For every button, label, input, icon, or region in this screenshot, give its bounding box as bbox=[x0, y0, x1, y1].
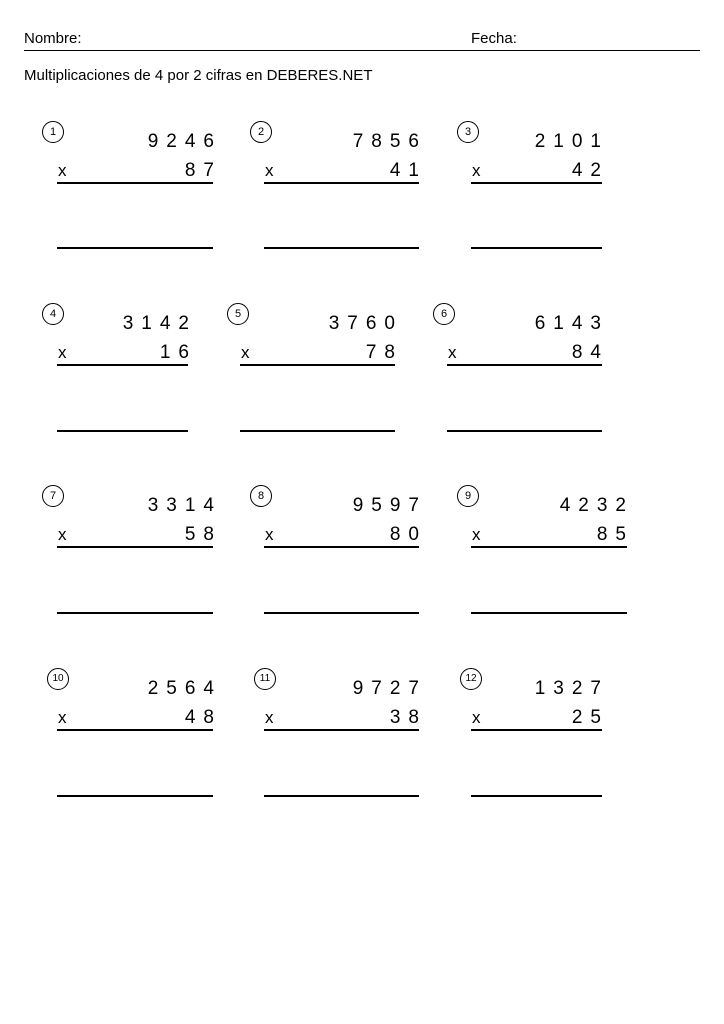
multiplier: 84 bbox=[571, 342, 609, 363]
name-label: Nombre: bbox=[24, 30, 82, 47]
problem-number-badge: 8 bbox=[250, 485, 272, 507]
multiply-sign: x bbox=[472, 161, 481, 180]
date-label: Fecha: bbox=[471, 30, 517, 47]
answer-line bbox=[471, 612, 627, 614]
multiply-rule bbox=[57, 546, 213, 548]
multiply-rule bbox=[264, 546, 419, 548]
multiply-sign: x bbox=[472, 525, 481, 544]
answer-line bbox=[57, 247, 213, 249]
multiplicand: 3314 bbox=[147, 495, 222, 516]
multiplicand: 9246 bbox=[147, 131, 222, 152]
multiplicand: 2101 bbox=[534, 131, 609, 152]
multiplier: 16 bbox=[159, 342, 197, 363]
multiplier: 48 bbox=[184, 707, 222, 728]
problem-number-badge: 10 bbox=[47, 668, 69, 690]
multiply-sign: x bbox=[58, 343, 67, 362]
multiplier: 41 bbox=[389, 160, 427, 181]
multiplicand: 7856 bbox=[352, 131, 427, 152]
multiplier: 58 bbox=[184, 524, 222, 545]
multiply-sign: x bbox=[58, 161, 67, 180]
multiplicand: 3142 bbox=[122, 313, 197, 334]
problem-number-badge: 12 bbox=[460, 668, 482, 690]
multiply-rule bbox=[471, 182, 602, 184]
multiplier: 85 bbox=[596, 524, 634, 545]
multiply-sign: x bbox=[58, 525, 67, 544]
multiply-sign: x bbox=[265, 161, 274, 180]
answer-line bbox=[57, 795, 213, 797]
answer-line bbox=[240, 430, 395, 432]
problem-number-badge: 5 bbox=[227, 303, 249, 325]
multiply-rule bbox=[57, 182, 213, 184]
multiply-sign: x bbox=[58, 708, 67, 727]
problem-number-badge: 3 bbox=[457, 121, 479, 143]
problem-number-badge: 9 bbox=[457, 485, 479, 507]
multiplicand: 9727 bbox=[352, 678, 427, 699]
multiplier: 38 bbox=[389, 707, 427, 728]
multiply-rule bbox=[57, 364, 188, 366]
answer-line bbox=[471, 247, 602, 249]
multiply-rule bbox=[57, 729, 213, 731]
multiplicand: 1327 bbox=[534, 678, 609, 699]
problem-number-badge: 6 bbox=[433, 303, 455, 325]
multiplicand: 3760 bbox=[328, 313, 403, 334]
multiply-sign: x bbox=[448, 343, 457, 362]
multiply-rule bbox=[471, 729, 602, 731]
answer-line bbox=[471, 795, 602, 797]
multiplier: 87 bbox=[184, 160, 222, 181]
multiplicand: 9597 bbox=[352, 495, 427, 516]
answer-line bbox=[264, 795, 419, 797]
answer-line bbox=[57, 430, 188, 432]
multiply-sign: x bbox=[265, 708, 274, 727]
multiplier: 25 bbox=[571, 707, 609, 728]
multiply-rule bbox=[240, 364, 395, 366]
problem-number-badge: 11 bbox=[254, 668, 276, 690]
multiply-sign: x bbox=[241, 343, 250, 362]
problem-number-badge: 7 bbox=[42, 485, 64, 507]
multiplier: 80 bbox=[389, 524, 427, 545]
multiply-rule bbox=[264, 182, 419, 184]
multiply-sign: x bbox=[265, 525, 274, 544]
multiplicand: 4232 bbox=[559, 495, 634, 516]
answer-line bbox=[57, 612, 213, 614]
multiply-rule bbox=[447, 364, 602, 366]
multiplicand: 2564 bbox=[147, 678, 222, 699]
multiply-rule bbox=[471, 546, 627, 548]
answer-line bbox=[264, 612, 419, 614]
problem-number-badge: 4 bbox=[42, 303, 64, 325]
multiplier: 42 bbox=[571, 160, 609, 181]
multiplier: 78 bbox=[365, 342, 403, 363]
answer-line bbox=[264, 247, 419, 249]
multiply-sign: x bbox=[472, 708, 481, 727]
problem-number-badge: 1 bbox=[42, 121, 64, 143]
multiply-rule bbox=[264, 729, 419, 731]
problem-number-badge: 2 bbox=[250, 121, 272, 143]
multiplicand: 6143 bbox=[534, 313, 609, 334]
header-rule bbox=[24, 50, 700, 51]
answer-line bbox=[447, 430, 602, 432]
worksheet-subtitle: Multiplicaciones de 4 por 2 cifras en DEBERES.NET bbox=[24, 67, 373, 84]
